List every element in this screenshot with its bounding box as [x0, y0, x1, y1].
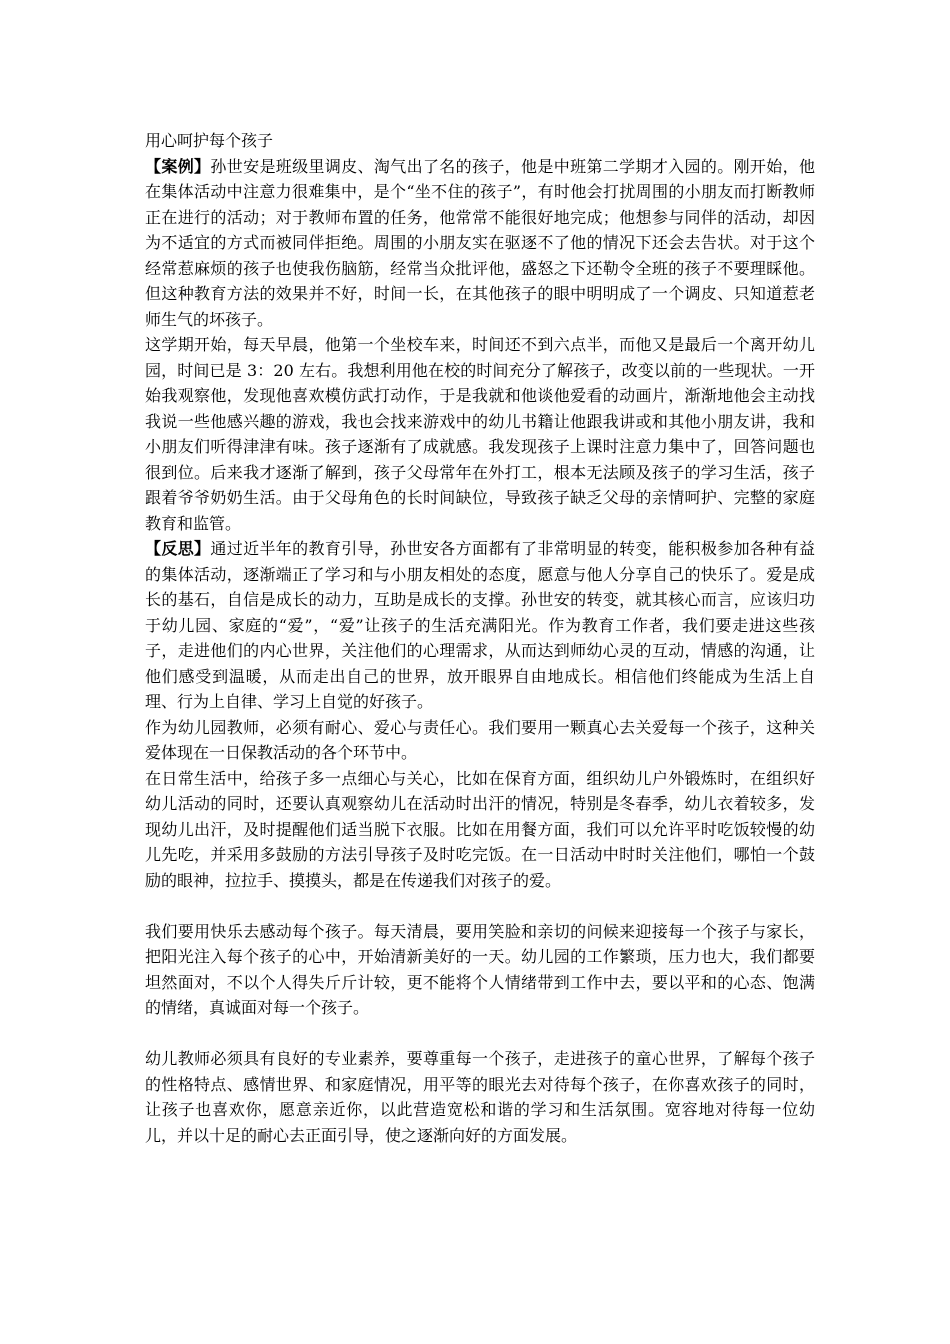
reflection-paragraph-1-text: 通过近半年的教育引导，孙世安各方面都有了非常明显的转变，能积极参加各种有益的集体活动，逐渐端正了学习和与小朋友相处的态度，愿意与他人分享自己的快乐了。爱是成长的基石，自信是成长的动力，互助是成长的支撑。孙世安的转变，就其核心而言，应该归功于幼儿园、家庭的“爱”，“爱”让孩子的生活充满阳光。作为教育工作者，我们要走进这些孩子，走进他们的内心世界，关注他们的心理需求，从而达到师幼心灵的互动，情感的沟通，让他们感受到温暖，从而走出自己的世界，放开眼界自由地成长。相信他们终能成为生活上自理、行为上自律、学习上自觉的好孩子。 [145, 539, 815, 711]
reflection-tag: 【反思】 [145, 539, 211, 558]
reflection-paragraph-1 [145, 536, 815, 715]
document-title: 用心呵护每个孩子 [145, 131, 274, 150]
case-paragraph-1 [145, 154, 815, 333]
paragraph-spacer [145, 1021, 815, 1047]
case-tag: 【案例】 [145, 156, 211, 176]
document-body [145, 128, 815, 1148]
case-paragraph-1-text: 孙世安是班级里调皮、淘气出了名的孩子，他是中班第二学期才入园的。刚开始，他在集体活动中注意力很难集中，是个“坐不住的孩子”，有时他会打扰周围的小朋友而打断教师正在进行的活动；对于教师布置的任务，他常常不能很好地完成；他想参与同伴的活动，却因为不适宜的方式而被同伴拒绝。周围的小朋友实在驱逐不了他的情况下还会去告状。对于这个经常惹麻烦的孩子也使我伤脑筋，经常当众批评他，盛怒之下还勒令全班的孩子不要理睬他。但这种教育方法的效果并不好，时间一长，在其他孩子的眼中明明成了一个调皮、只知道惹老师生气的坏孩子。 [145, 156, 815, 329]
reflection-paragraph-4: 我们要用快乐去感动每个孩子。每天清晨，要用笑脸和亲切的问候来迎接每一个孩子与家长，把阳光注入每个孩子的心中，开始清新美好的一天。幼儿园的工作繁琐，压力也大，我们都要坦然面对，不以个人得失斤斤计较，更不能将个人情绪带到工作中去，要以平和的心态、饱满的情绪，真诚面对每一个孩子。 [145, 921, 815, 1017]
reflection-paragraph-2: 作为幼儿园教师，必须有耐心、爱心与责任心。我们要用一颗真心去关爱每一个孩子，这种关爱体现在一日保教活动的各个环节中。 [145, 717, 815, 762]
reflection-paragraph-3: 在日常生活中，给孩子多一点细心与关心，比如在保育方面，组织幼儿户外锻炼时，在组织好幼儿活动的同时，还要认真观察幼儿在活动时出汗的情况，特别是冬春季，幼儿衣着较多，发现幼儿出汗，及时提醒他们适当脱下衣服。比如在用餐方面，我们可以允许平时吃饭较慢的幼儿先吃，并采用多鼓励的方法引导孩子及时吃完饭。在一日活动中时时关注他们，哪怕一个鼓励的眼神，拉拉手、摸摸头，都是在传递我们对孩子的爱。 [145, 768, 815, 890]
case-paragraph-2: 这学期开始，每天早晨，他第一个坐校车来，时间还不到六点半，而他又是最后一个离开幼儿园，时间已是 3：20 左右。我想利用他在校的时间充分了解孩子，改变以前的一些现状。一开始我观察他，发现他喜欢模仿武打动作，于是我就和他谈他爱看的动画片，渐渐地他会主动找我说一些他感兴趣的游戏，我也会找来游戏中的幼儿书籍让他跟我讲或和其他小朋友讲，我和小朋友们听得津津有味。孩子逐渐有了成就感。我发现孩子上课时注意力集中了，回答问题也很到位。后来我才逐渐了解到，孩子父母常年在外打工，根本无法顾及孩子的学习生活，孩子跟着爷爷奶奶生活。由于父母角色的长时间缺位，导致孩子缺乏父母的亲情呵护、完整的家庭教育和监管。 [145, 335, 815, 533]
reflection-paragraph-5: 幼儿教师必须具有良好的专业素养，要尊重每一个孩子，走进孩子的童心世界，了解每个孩子的性格特点、感情世界、和家庭情况，用平等的眼光去对待每个孩子，在你喜欢孩子的同时，让孩子也喜欢你，愿意亲近你，以此营造宽松和谐的学习和生活氛围。宽容地对待每一位幼儿，并以十足的耐心去正面引导，使之逐渐向好的方面发展。 [145, 1049, 815, 1145]
paragraph-spacer [145, 893, 815, 919]
